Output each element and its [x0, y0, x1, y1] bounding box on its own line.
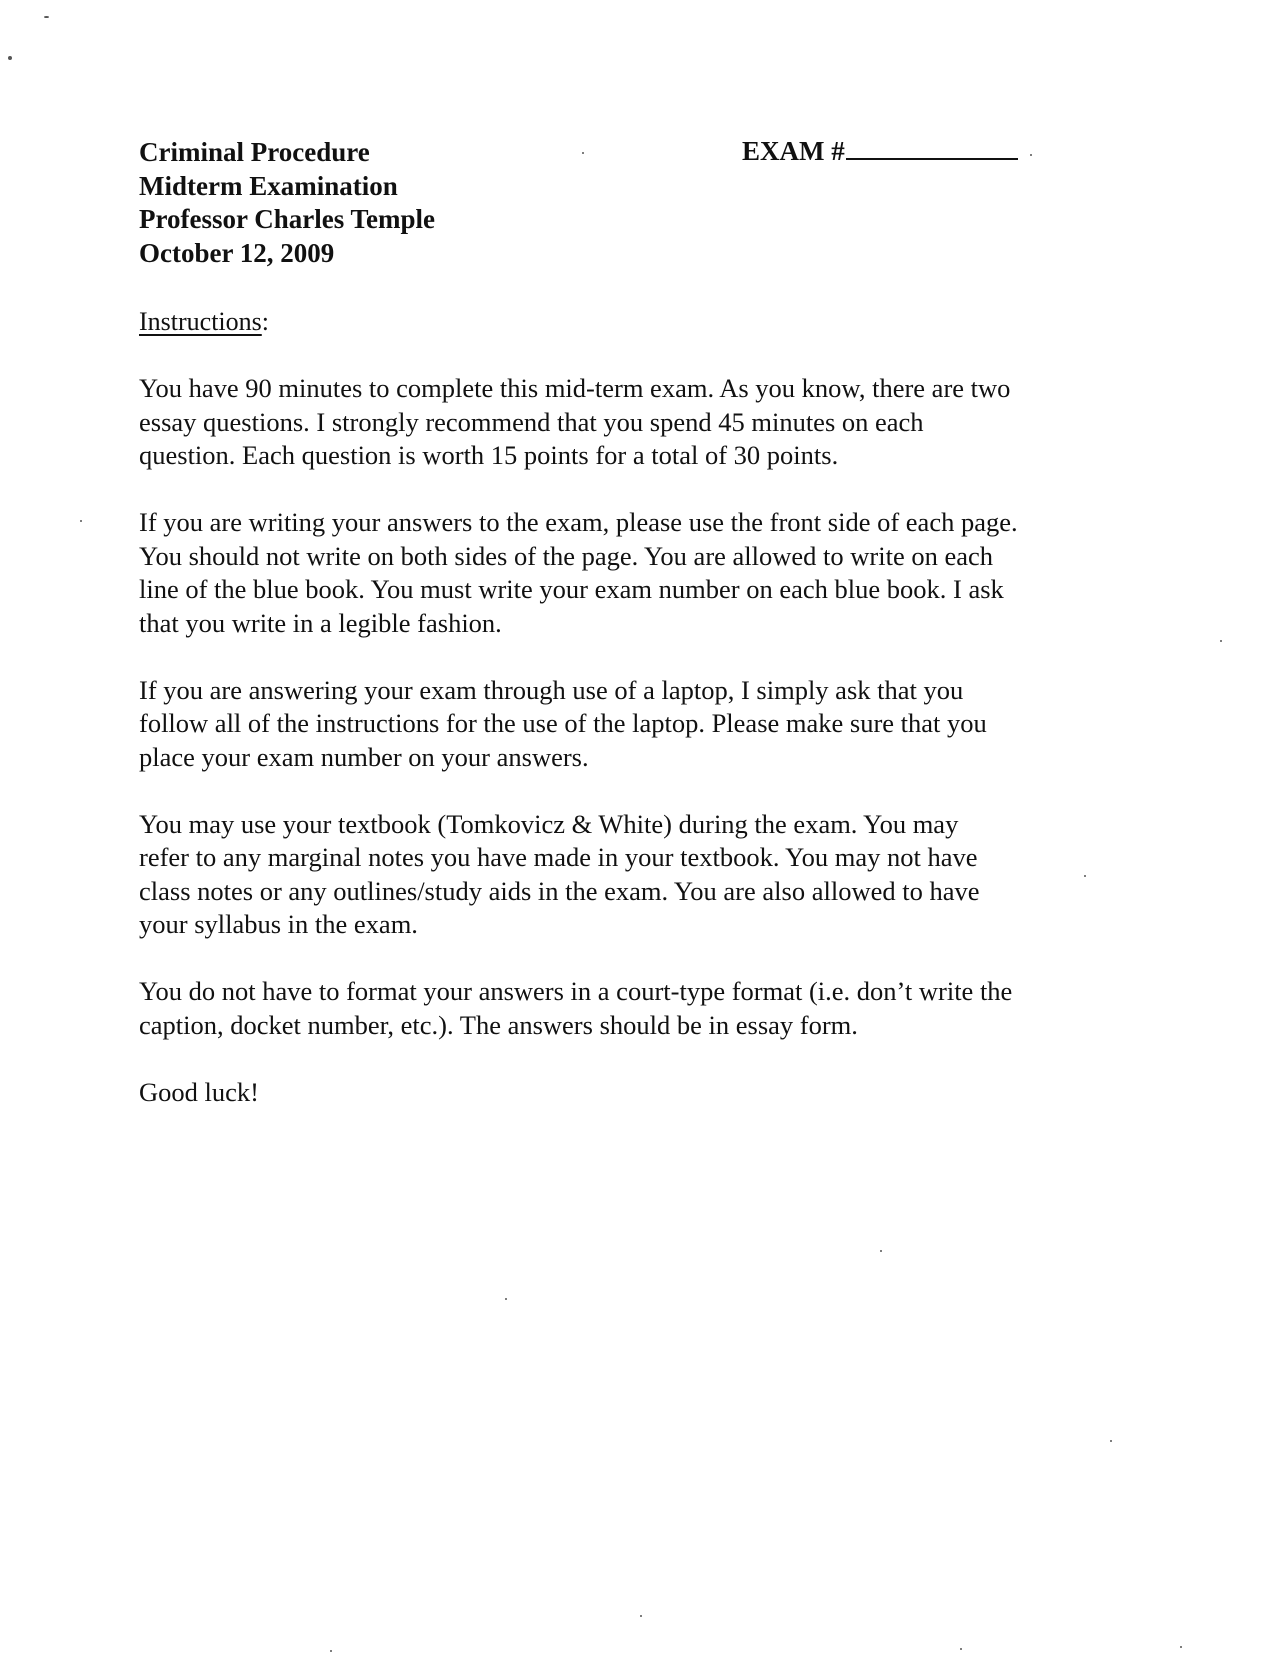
- paragraph-time: [139, 372, 1139, 473]
- text-line: your syllabus in the exam.: [139, 909, 418, 939]
- scan-speck: [1180, 1646, 1182, 1648]
- course-title: Criminal Procedure: [139, 137, 370, 167]
- exam-number-blank: [846, 134, 1018, 160]
- text-line: essay questions. I strongly recommend that you spend 45 minutes on each: [139, 406, 924, 437]
- paragraph-materials: [139, 808, 1139, 942]
- paragraph-laptop: [139, 674, 1139, 775]
- scan-speck: [1110, 1440, 1112, 1442]
- scan-speck: [8, 56, 12, 60]
- instructions-heading: [139, 305, 269, 338]
- scan-speck: [1084, 875, 1086, 877]
- exam-number-field: [742, 134, 1018, 168]
- instructions-heading-text: Instructions: [139, 307, 262, 336]
- scan-speck: [44, 16, 49, 18]
- text-line: question. Each question is worth 15 points for a total of 30 points.: [139, 440, 839, 470]
- text-line: If you are answering your exam through use of a laptop, I simply ask that you: [139, 674, 964, 705]
- paragraph-closing: [139, 1076, 1139, 1110]
- scan-speck: [1030, 154, 1032, 156]
- scan-speck: [880, 1250, 882, 1252]
- paragraph-format: [139, 975, 1139, 1042]
- exam-date: October 12, 2009: [139, 237, 335, 268]
- scan-speck: [582, 152, 584, 154]
- professor-name: Professor Charles Temple: [139, 204, 435, 234]
- scan-speck: [330, 1650, 332, 1652]
- text-line: line of the blue book. You must write your exam number on each blue book. I ask: [139, 574, 1004, 604]
- text-line: If you are writing your answers to the exam, please use the front side of each page.: [139, 507, 1018, 537]
- text-line: caption, docket number, etc.). The answers should be in essay form.: [139, 1009, 858, 1040]
- text-line: You have 90 minutes to complete this mid-term exam. As you know, there are two: [139, 373, 1011, 403]
- text-line: Good luck!: [139, 1076, 259, 1107]
- instructions-heading-colon: :: [261, 307, 269, 336]
- scan-speck: [1220, 640, 1222, 642]
- text-line: place your exam number on your answers.: [139, 741, 589, 772]
- text-line: refer to any marginal notes you have made in your textbook. You may not have: [139, 842, 978, 872]
- text-line: You do not have to format your answers in a court-type format (i.e. don’t write the: [139, 976, 1013, 1006]
- paragraph-writing: [139, 506, 1139, 640]
- exam-number-label: EXAM #: [742, 136, 845, 166]
- text-line: follow all of the instructions for the use of the laptop. Please make sure that you: [139, 708, 987, 738]
- text-line: You may use your textbook (Tomkovicz & White) during the exam. You may: [139, 808, 959, 839]
- text-line: that you write in a legible fashion.: [139, 607, 502, 638]
- instructions-body: [139, 372, 1139, 1143]
- scan-speck: [80, 520, 82, 522]
- scan-speck: [505, 1298, 507, 1300]
- scan-speck: [640, 1615, 642, 1617]
- text-line: You should not write on both sides of the page. You are allowed to write on each: [139, 540, 994, 571]
- text-line: class notes or any outlines/study aids in the exam. You are also allowed to have: [139, 875, 980, 906]
- scan-speck: [960, 1648, 962, 1650]
- exam-type: Midterm Examination: [139, 170, 398, 201]
- exam-header: [139, 136, 435, 270]
